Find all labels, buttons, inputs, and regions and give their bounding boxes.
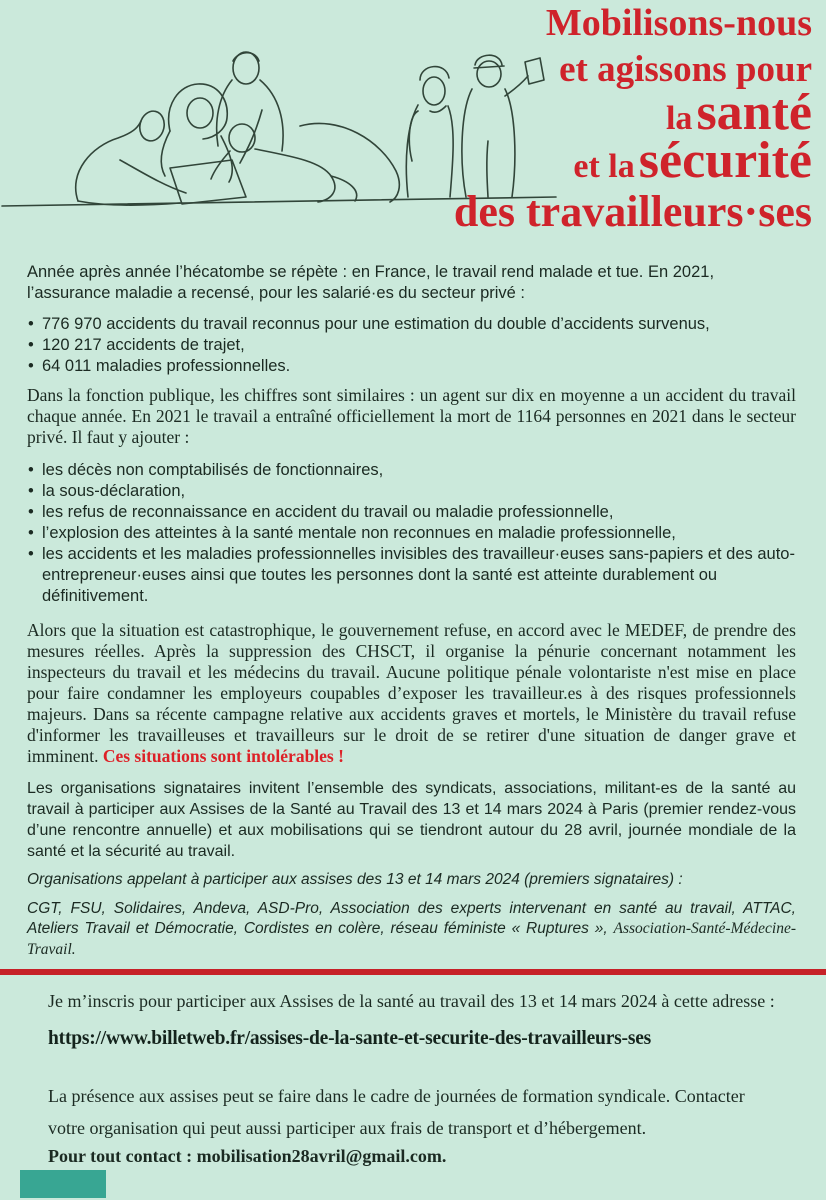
signatories-last-item: Association-Santé-Médecine-Travail.	[27, 920, 796, 958]
signatories-list-text: CGT, FSU, Solidaires, Andeva, ASD-Pro, Association des experts intervenant en santé au travail, ATTAC, Ateliers Travail et Démocratie, Cordistes en colère, réseau féministe « Ruptures »,	[27, 899, 796, 937]
stat-item: • 64 011 maladies professionnelles.	[27, 356, 796, 377]
stats-list	[27, 314, 796, 377]
title-line-3-big: santé	[696, 84, 812, 141]
teal-footer-mark	[20, 1170, 106, 1198]
registration-text: Je m’inscris pour participer aux Assises de la santé au travail des 13 et 14 mars 2024 à cette adresse :	[48, 991, 775, 1011]
government-paragraph-text: Alors que la situation est catastrophique, le gouvernement refuse, en accord avec le MEDEF, de prendre des mesures réelles. Après la suppression des CHSCT, il organise la pénurie concernant notamment les inspecteurs du travail et les médecins du travail. Aucune politique pénale volontariste n'est mise en place pour faire condamner les employeurs coupables d’exposer les travailleur.es à des risques professionnels majeurs. Dans sa récente campagne relative aux accidents graves et mortels, le Ministère du travail refuse d'informer les travailleuses et travailleurs sur le droit de se retirer d'une situation de danger grave et imminent.	[27, 620, 796, 766]
main-content	[0, 262, 826, 960]
registration-url[interactable]: https://www.billetweb.fr/assises-de-la-sante-et-securite-des-travailleurs-ses	[48, 1028, 652, 1049]
stat-item: • 776 970 accidents du travail reconnus pour une estimation du double d’accidents survenus,	[27, 314, 796, 335]
title-line-4	[454, 131, 812, 189]
formation-text-line2: votre organisation qui peut aussi participer aux frais de transport et d’hébergement.	[48, 1118, 647, 1138]
addition-item: • l’explosion des atteintes à la santé mentale non reconnues en maladie professionnelle,	[27, 523, 796, 544]
government-paragraph	[27, 620, 796, 767]
formation-text-line1: La présence aux assises peut se faire dans le cadre de journées de formation syndicale. Contacter	[48, 1086, 745, 1106]
title-line-4-small: et la	[573, 147, 635, 185]
signatories-intro: Organisations appelant à participer aux assises des 13 et 14 mars 2024 (premiers signataires) :	[27, 871, 683, 888]
additions-list	[27, 460, 796, 607]
title-line-3	[454, 84, 812, 141]
title-line-5: des travailleurs·ses	[453, 186, 812, 236]
signatories-list	[27, 899, 796, 961]
title-line-2: et agissons pour	[559, 49, 812, 90]
intro-paragraph: Année après année l’hécatombe se répète : en France, le travail rend malade et tue. En 2021, l’assurance maladie a recensé, pour les salarié·es du secteur privé :	[27, 263, 715, 302]
title-line-3-small: la	[665, 100, 693, 137]
addition-item: • les refus de reconnaissance en accident du travail ou maladie professionnelle,	[27, 502, 796, 523]
left-group-line-drawing	[76, 52, 400, 205]
stat-item: • 120 217 accidents de trajet,	[27, 335, 796, 356]
addition-item: • les accidents et les maladies professionnelles invisibles des travailleur·euses sans-papiers et des auto-entrepreneur·euses ainsi que toutes les personnes dont la santé est atteinte durablement ou définitivement.	[27, 544, 796, 607]
contact-text: Pour tout contact : mobilisation28avril@gmail.com.	[48, 1146, 447, 1166]
page-title	[454, 4, 812, 234]
intolerable-highlight: Ces situations sont intolérables !	[102, 746, 344, 766]
footer	[0, 990, 826, 1168]
organisations-paragraph: Les organisations signataires invitent l’ensemble des syndicats, associations, militant-es de la santé au travail à participer aux Assises de la Santé au Travail des 13 et 14 mars 2024 à Paris (premier rendez-vous d’une rencontre annuelle) et aux mobilisations qui se tiendront autour du 28 avril, journée mondiale de la santé et la sécurité au travail.	[27, 780, 796, 860]
addition-item: • les décès non comptabilisés de fonctionnaires,	[27, 460, 796, 481]
public-sector-paragraph: Dans la fonction publique, les chiffres sont similaires : un agent sur dix en moyenne a un accident du travail chaque année. En 2021 le travail a entraîné officiellement la mort de 1164 personnes en 2021 dans le secteur privé. Il faut y ajouter :	[27, 385, 796, 447]
title-line-4-big: sécurité	[638, 131, 812, 189]
red-divider	[0, 969, 826, 975]
addition-item: • la sous-déclaration,	[27, 481, 796, 502]
title-line-1: Mobilisons-nous	[545, 2, 812, 44]
header	[0, 0, 826, 250]
